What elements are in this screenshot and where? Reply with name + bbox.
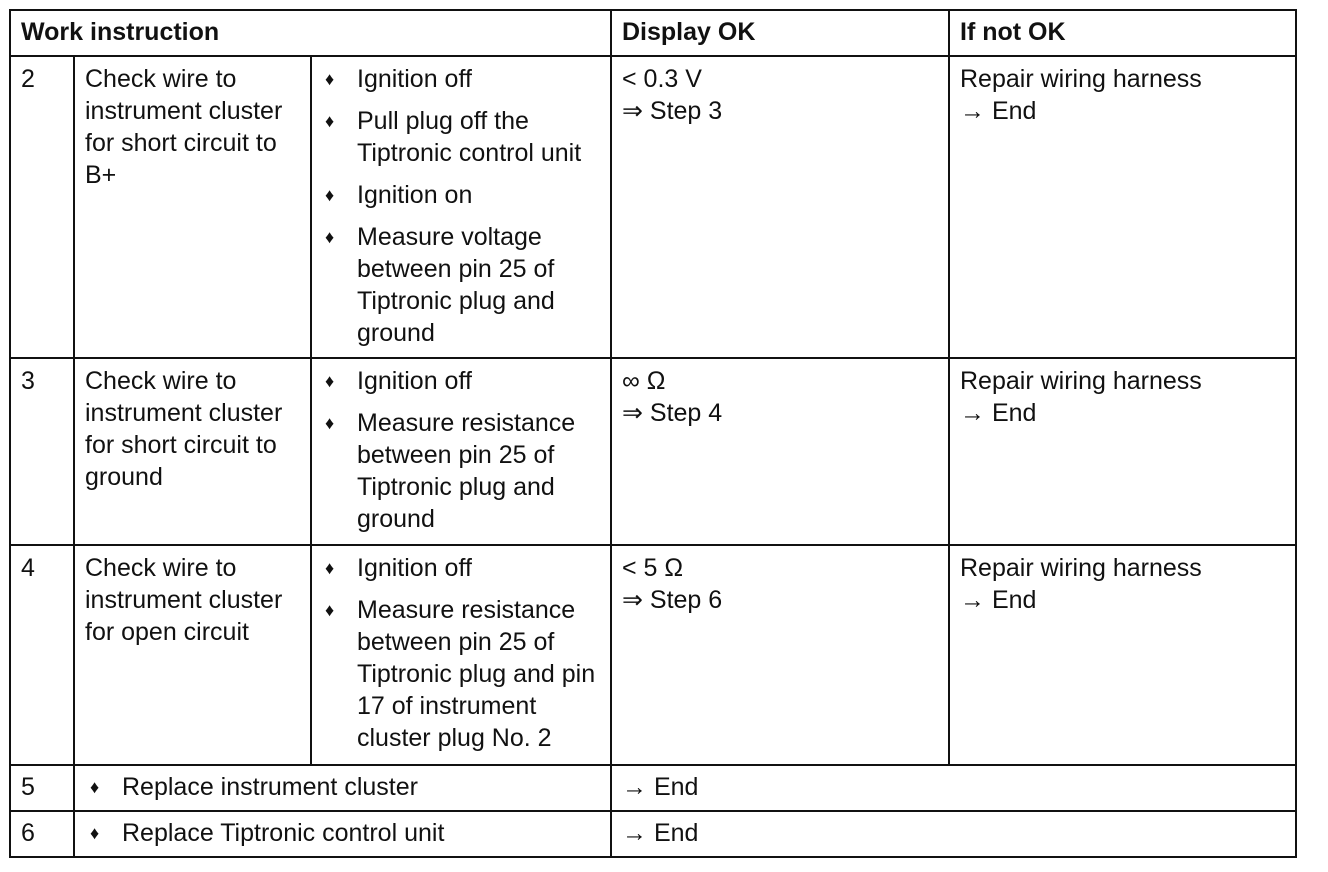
diamond-bullet-icon: ♦ — [325, 69, 335, 89]
action-list-cell — [311, 545, 611, 765]
list-item — [322, 105, 600, 169]
step-number: 4 — [10, 545, 74, 765]
action-list-cell — [74, 811, 611, 857]
table-row — [10, 811, 1296, 857]
diamond-bullet-icon: ♦ — [325, 185, 335, 205]
step-number: 5 — [10, 765, 74, 811]
if-not-ok-cell — [949, 56, 1296, 358]
diamond-bullet-icon: ♦ — [90, 823, 100, 843]
diamond-bullet-icon: ♦ — [325, 600, 335, 620]
remedy-text: Repair wiring harness — [960, 554, 1202, 582]
action-list-cell — [311, 358, 611, 545]
display-ok-cell — [611, 56, 949, 358]
diamond-bullet-icon: ♦ — [325, 558, 335, 578]
remedy-next: → End — [960, 586, 1037, 614]
header-work-instruction: Work instruction — [10, 10, 611, 56]
expected-value: < 5 Ω — [622, 554, 684, 582]
step-number: 6 — [10, 811, 74, 857]
expected-value: ∞ Ω — [622, 367, 666, 395]
action-text: Ignition on — [357, 181, 473, 209]
action-text: Ignition off — [357, 367, 472, 395]
result-cell: → End — [611, 765, 1296, 811]
if-not-ok-cell — [949, 545, 1296, 765]
check-description: Check wire to instrument cluster for short circuit to ground — [74, 358, 311, 545]
next-step: ⇒ Step 6 — [622, 586, 723, 614]
result-cell: → End — [611, 811, 1296, 857]
list-item — [322, 594, 600, 754]
remedy-text: Repair wiring harness — [960, 65, 1202, 93]
if-not-ok-cell — [949, 358, 1296, 545]
action-text: Ignition off — [357, 65, 472, 93]
table-row — [10, 56, 1296, 358]
action-text: Ignition off — [357, 554, 472, 582]
step-number: 3 — [10, 358, 74, 545]
action-list-cell — [311, 56, 611, 358]
action-text: Measure resistance between pin 25 of Tiptronic plug and pin 17 of instrument cluster plug No. 2 — [357, 596, 596, 752]
remedy-next: → End — [960, 399, 1037, 427]
list-item — [85, 817, 600, 849]
diamond-bullet-icon: ♦ — [90, 777, 100, 797]
action-list-cell — [74, 765, 611, 811]
remedy-next: → End — [960, 97, 1037, 125]
list-item — [322, 365, 600, 397]
check-description: Check wire to instrument cluster for short circuit to B+ — [74, 56, 311, 358]
list-item — [322, 407, 600, 535]
remedy-text: Repair wiring harness — [960, 367, 1202, 395]
list-item — [322, 179, 600, 211]
list-item — [322, 63, 600, 95]
diamond-bullet-icon: ♦ — [325, 371, 335, 391]
check-description: Check wire to instrument cluster for open circuit — [74, 545, 311, 765]
diamond-bullet-icon: ♦ — [325, 413, 335, 433]
diamond-bullet-icon: ♦ — [325, 227, 335, 247]
action-text: Replace Tiptronic control unit — [122, 819, 445, 847]
step-number: 2 — [10, 56, 74, 358]
table-row — [10, 765, 1296, 811]
header-display-ok: Display OK — [611, 10, 949, 56]
header-if-not-ok: If not OK — [949, 10, 1296, 56]
work-instruction-table — [9, 9, 1297, 858]
list-item — [322, 221, 600, 349]
action-text: Replace instrument cluster — [122, 773, 418, 801]
action-text: Pull plug off the Tiptronic control unit — [357, 107, 582, 167]
table-row — [10, 545, 1296, 765]
table-row — [10, 358, 1296, 545]
table-header-row — [10, 10, 1296, 56]
list-item — [85, 771, 600, 803]
next-step: ⇒ Step 3 — [622, 97, 723, 125]
action-text: Measure resistance between pin 25 of Tiptronic plug and ground — [357, 409, 576, 533]
list-item — [322, 552, 600, 584]
display-ok-cell — [611, 545, 949, 765]
next-step: ⇒ Step 4 — [622, 399, 723, 427]
diamond-bullet-icon: ♦ — [325, 111, 335, 131]
expected-value: < 0.3 V — [622, 65, 702, 93]
display-ok-cell — [611, 358, 949, 545]
action-text: Measure voltage between pin 25 of Tiptronic plug and ground — [357, 223, 555, 347]
